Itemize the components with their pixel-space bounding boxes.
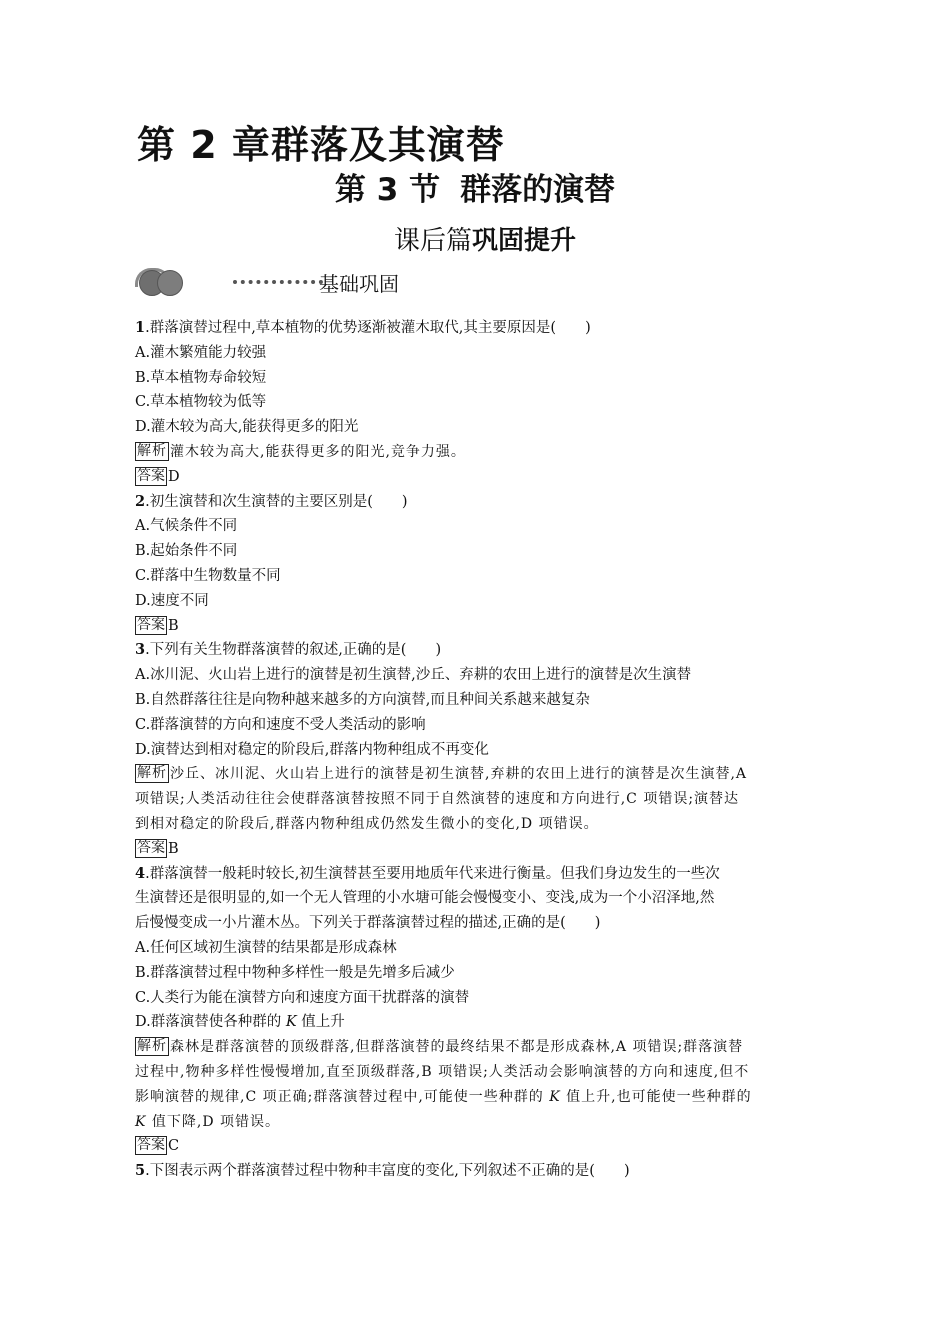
question-4-stem-line-2: 生演替还是很明显的,如一个无人管理的小水塘可能会慢慢变小、变浅,成为一个小沼泽地,然	[135, 890, 715, 907]
question-1-stem: 1.群落演替过程中,草本植物的优势逐渐被灌木取代,其主要原因是( )	[135, 319, 591, 336]
question-4-analysis-line-2: 过程中,物种多样性慢慢增加,直至顶级群落,B 项错误;人类活动会影响演替的方向和速度,但不	[135, 1063, 750, 1080]
question-3-option-a: A.冰川泥、火山岩上进行的演替是初生演替,沙丘、弃耕的农田上进行的演替是次生演替	[135, 667, 692, 684]
question-4-option-b: B.群落演替过程中物种多样性一般是先增多后减少	[135, 964, 455, 981]
question-2-option-a: A.气候条件不同	[135, 518, 238, 535]
basic-section-header	[135, 266, 535, 300]
chapter-title: 第 2 章群落及其演替	[137, 123, 505, 167]
question-4-option-a: A.任何区域初生演替的结果都是形成森林	[135, 939, 397, 956]
section-title	[0, 170, 950, 210]
question-4-option-d: D.群落演替使各种群的 K 值上升	[135, 1014, 345, 1031]
question-5-stem: 5.下图表示两个群落演替过程中物种丰富度的变化,下列叙述不正确的是( )	[135, 1162, 630, 1180]
question-3-analysis-line-1: 解析 沙丘、冰川泥、火山岩上进行的演替是初生演替,弃耕的农田上进行的演替是次生演替,A	[137, 765, 748, 783]
practice-bold: 巩固提升	[472, 226, 577, 256]
question-2-stem: 2.初生演替和次生演替的主要区别是( )	[135, 492, 408, 510]
analysis-tag: 解析	[137, 442, 167, 459]
basic-label: 基础巩固	[319, 272, 399, 296]
practice-title	[0, 224, 950, 258]
question-3-option-b: B.自然群落往往是向物种越来越多的方向演替,而且种间关系越来越复杂	[135, 691, 590, 708]
section-circles-icon	[135, 270, 187, 296]
question-2-option-d: D.速度不同	[135, 592, 209, 609]
question-4-analysis-line-4: K 值下降,D 项错误。	[135, 1113, 281, 1130]
question-1-analysis: 解析 灌木较为高大,能获得更多的阳光,竞争力强。	[137, 442, 466, 460]
practice-prefix: 课后篇	[393, 226, 472, 256]
question-1-option-d: D.灌木较为高大,能获得更多的阳光	[135, 419, 359, 436]
dotted-leader	[233, 274, 323, 284]
question-4-analysis-line-1: 解析 森林是群落演替的顶级群落,但群落演替的最终结果不都是形成森林,A 项错误;群落演替	[137, 1038, 744, 1056]
answer-tag: 答案	[137, 1137, 165, 1154]
question-4-option-c: C.人类行为能在演替方向和速度方面干扰群落的演替	[135, 989, 470, 1006]
analysis-tag: 解析	[137, 1038, 167, 1055]
question-1-option-c: C.草本植物较为低等	[135, 394, 267, 411]
section-name: 群落的演替	[460, 172, 616, 208]
question-4-stem-line-3: 后慢慢变成一小片灌木丛。下列关于群落演替过程的描述,正确的是( )	[135, 915, 601, 932]
answer-tag: 答案	[137, 839, 165, 856]
answer-tag: 答案	[137, 467, 165, 484]
analysis-tag: 解析	[137, 765, 167, 782]
question-list	[135, 316, 815, 1184]
question-2-option-c: C.群落中生物数量不同	[135, 567, 281, 584]
question-3-option-d: D.演替达到相对稳定的阶段后,群落内物种组成不再变化	[135, 741, 489, 758]
question-3-analysis-line-2: 项错误;人类活动往往会使群落演替按照不同于自然演替的速度和方向进行,C 项错误;演替达	[135, 791, 740, 808]
question-4-analysis-line-3: 影响演替的规律,C 项正确;群落演替过程中,可能使一些种群的 K 值上升,也可能使一些种群的	[135, 1088, 752, 1105]
question-3-answer: 答案 B	[137, 839, 179, 857]
question-4-stem-line-1: 4.群落演替一般耗时较长,初生演替甚至要用地质年代来进行衡量。但我们身边发生的一些次	[135, 864, 720, 882]
question-1-option-a: A.灌木繁殖能力较强	[135, 344, 267, 361]
question-1-answer: 答案 D	[137, 467, 180, 485]
question-2-answer: 答案 B	[137, 616, 179, 634]
section-number: 第 3 节	[334, 172, 441, 208]
question-3-option-c: C.群落演替的方向和速度不受人类活动的影响	[135, 716, 426, 733]
question-4-answer: 答案 C	[137, 1137, 180, 1155]
answer-tag: 答案	[137, 616, 165, 633]
question-3-stem: 3.下列有关生物群落演替的叙述,正确的是( )	[135, 641, 442, 659]
question-2-option-b: B.起始条件不同	[135, 543, 238, 560]
question-3-analysis-line-3: 到相对稳定的阶段后,群落内物种组成仍然发生微小的变化,D 项错误。	[135, 815, 599, 832]
question-1-option-b: B.草本植物寿命较短	[135, 369, 267, 386]
